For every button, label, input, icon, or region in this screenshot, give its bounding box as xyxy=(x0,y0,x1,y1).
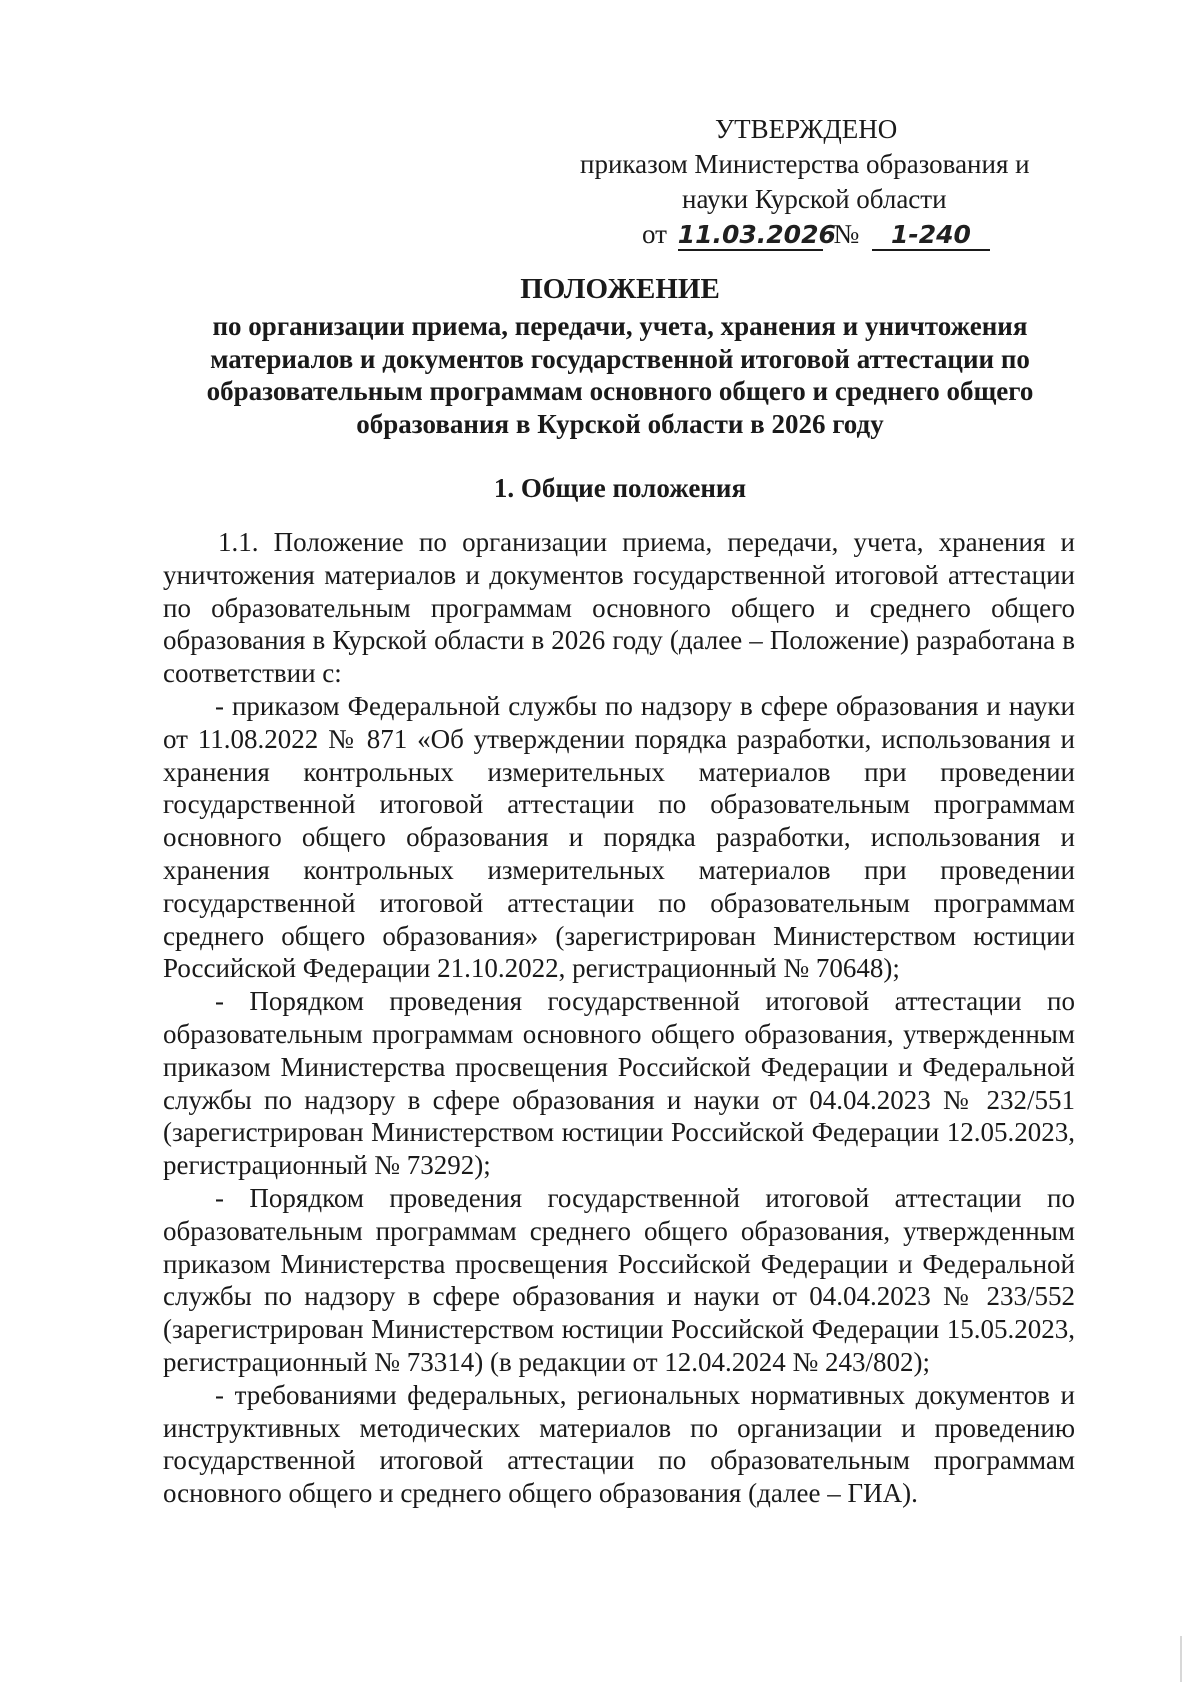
handwritten-order-number: 1-240 xyxy=(872,221,990,251)
document-title: ПОЛОЖЕНИЕ xyxy=(520,273,720,305)
date-prefix: от xyxy=(642,219,667,249)
document-subtitle xyxy=(160,310,1080,440)
approval-ministry-line: науки Курской области xyxy=(682,184,947,214)
paragraph: - Порядком проведения государственной итоговой аттестации по образовательным программам среднего общего образования, утвержденным приказом Министерства просвещения Российской Федерации и Федеральной службы по надзору в сфере образования и науки от 04.04.2023 № 233/552 (зарегистрирован Министерством юстиции Российской Федерации 15.05.2023, регистрационный № 73314) (в редакции от 12.04.2024 № 243/802); xyxy=(163,1182,1075,1377)
section-heading: 1. Общие положения xyxy=(493,473,747,503)
paragraph: - требованиями федеральных, региональных нормативных документов и инструктивных методических материалов по организации и проведению государственной итоговой аттестации по образовательным программам основного общего и среднего общего образования (далее – ГИА). xyxy=(163,1379,1075,1509)
subtitle-line: образовательным программам основного общего и среднего общего xyxy=(206,376,1034,406)
subtitle-line: образования в Курской области в 2026 году xyxy=(356,408,884,439)
subtitle-line: материалов и документов государственной итоговой аттестации по xyxy=(210,343,1030,374)
paragraph: - Порядком проведения государственной итоговой аттестации по образовательным программам основного общего образования, утвержденным приказом Министерства просвещения Российской Федерации и Федеральной службы по надзору в сфере образования и науки от 04.04.2023 № 232/551 (зарегистрирован Министерством юстиции Российской Федерации 12.05.2023, регистрационный № 73292); xyxy=(163,986,1075,1181)
number-sign: № xyxy=(833,219,860,249)
section-body xyxy=(163,526,1075,1510)
approval-date-number-line xyxy=(580,217,1140,252)
approval-order-line: приказом Министерства образования и xyxy=(580,149,1030,179)
scan-edge-mark xyxy=(1180,1636,1182,1682)
paragraph: - приказом Федеральной службы по надзору в сфере образования и науки от 11.08.2022 № 871 «Об утверждении порядка разработки, использования и хранения контрольных измерительных материалов при проведении государственной итоговой аттестации по образовательным программам основного общего образования и порядка разработки, использования и хранения контрольных измерительных материалов при проведении государственной итоговой аттестации по образовательным программам среднего общего образования» (зарегистрирован Министерством юстиции Российской Федерации 21.10.2022, регистрационный № 70648); xyxy=(163,690,1075,984)
approval-stamp-block xyxy=(580,112,1140,252)
subtitle-line: по организации приема, передачи, учета, хранения и уничтожения xyxy=(212,311,1028,341)
paragraph: 1.1. Положение по организации приема, передачи, учета, хранения и уничтожения материалов и документов государственной итоговой аттестации по образовательным программам основного общего и среднего общего образования в Курской области в 2026 году (далее – Положение) разработана в соответствии с: xyxy=(163,527,1075,689)
handwritten-date: 11.03.2026 xyxy=(677,220,836,249)
approval-heading: УТВЕРЖДЕНО xyxy=(715,114,898,144)
